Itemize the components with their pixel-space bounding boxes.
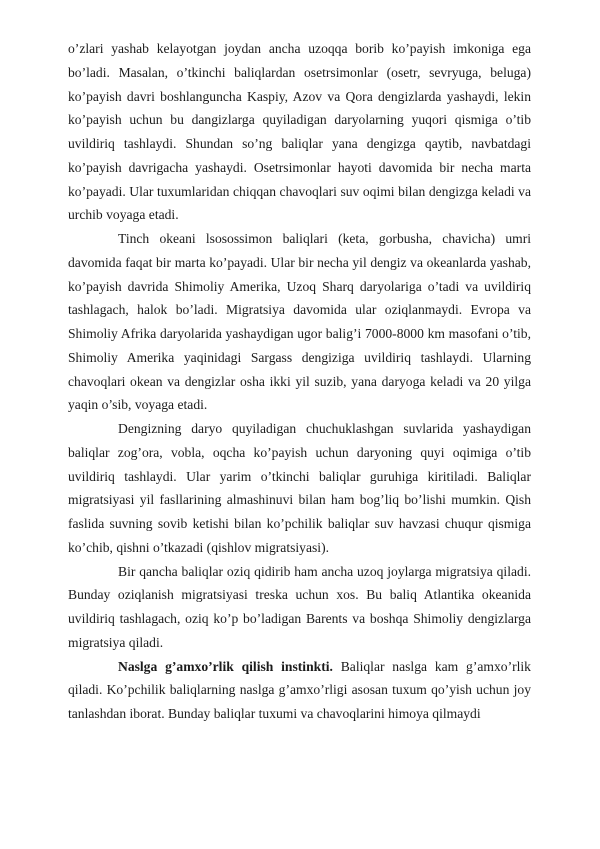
paragraph-text: Baliqlar naslga kam g’amxo’rlik qiladi. Ko’pchilik baliqlarning naslga g’amxo’rligi asosan tuxum qo’yish uchun joy tanlashdan iborat. Bunday baliqlar tuxumi va chavoqlarini himoya qilmaydi [68,658,531,721]
paragraph-salmon-migration [68,227,531,417]
paragraph-feeding-migration [68,560,531,655]
paragraph-text: Tinch okeani lsosossimon baliqlari (keta, gorbusha, chavicha) umri davomida faqat bir marta ko’payadi. Ular bir necha yil dengiz va okeanlarda yashab, ko’payish davrida Shimoliy Amerika, Uzoq Sharq daryolariga o’tadi va uvildiriq tashlagach, halok bo’ladi. Migratsiya davomida ular oziqlanmaydi. Evropa va Shimoliy Afrika daryolarida yashaydigan ugor balig’i 7000-8000 km masofani o’tib, Shimoliy Amerika yaqinidagi Sargass dengiziga uvildiriq tashlaydi. Ularning chavoqlari okean va dengizlar osha ikki yil suzib, yana daryoga keladi va 20 yilga yaqin o’sib, voyaga etadi. [68,231,531,413]
section-heading: Naslga g’amxo’rlik qilish instinkti. [118,658,333,674]
paragraph-parental-care [68,655,531,726]
paragraph-osetr-migration [68,37,531,227]
paragraph-text: o’zlari yashab kelayotgan joydan ancha uzoqqa borib ko’payish imkoniga ega bo’ladi. Masalan, o’tkinchi baliqlardan osetrsimonlar (osetr, sevryuga, beluga) ko’payish davri boshlanguncha Kaspiy, Azov va Qora dengizlarda yashaydi, lekin ko’payish uchun bu dangizlarga quyiladigan daryolarning yuqori qismiga o’tib uvildiriq tashlaydi. Shundan so’ng baliqlar yana dengizga qaytib, navbatdagi ko’payish davrigacha yashaydi. Osetrsimonlar hayoti davomida bir necha marta ko’payadi. Ular tuxumlaridan chiqqan chavoqlari suv oqimi bilan dengizga keladi va urchib voyaga etadi. [68,41,531,223]
paragraph-semi-migratory-fish [68,417,531,560]
paragraph-text: Bir qancha baliqlar oziq qidirib ham ancha uzoq joylarga migratsiya qiladi. Bunday oziqlanish migratsiyasi treska uchun xos. Bu baliq Atlantika okeanida uvildiriq tashlagach, oziq ko’p bo’ladigan Barents va boshqa Shimoliy dengizlarga migratsiya qiladi. [68,563,531,650]
paragraph-text: Dengizning daryo quyiladigan chuchuklashgan suvlarida yashaydigan baliqlar zog’ora, vobla, oqcha ko’payish uchun daryoning quyi oqimiga o’tib uvildiriq tashlaydi. Ular yarim o’tkinchi baliqlar guruhiga kiritiladi. Baliqlar migratsiyasi yil fasllarining almashinuvi bilan ham bog’liq bo’lishi mumkin. Qish faslida suvning sovib ketishi bilan ko’pchilik baliqlar suv havzasi chuqur qismiga ko’chib, qishni o’tkazadi (qishlov migratsiyasi). [68,421,531,555]
